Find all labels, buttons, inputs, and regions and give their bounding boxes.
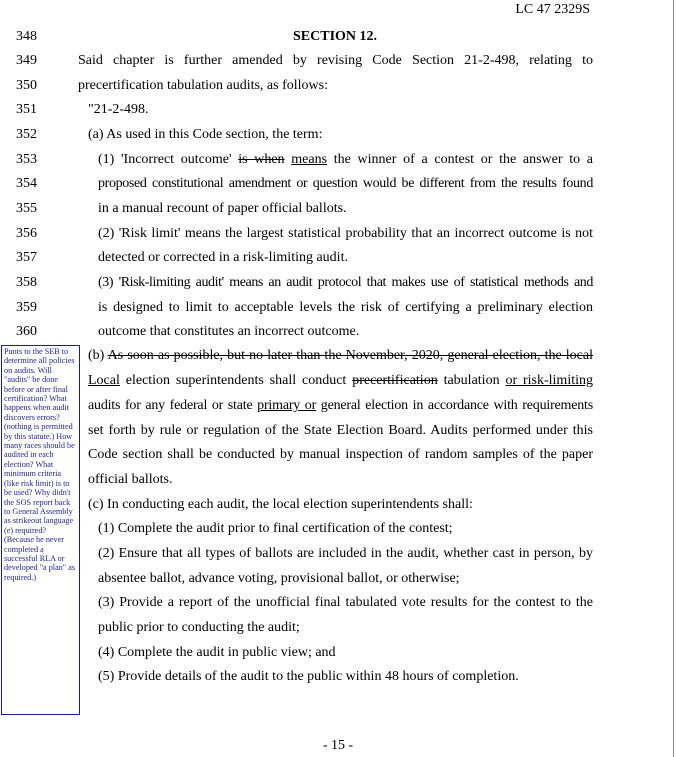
para-c-item-2-cont: absentee ballot, advance voting, provisional ballot, or otherwise; [98,571,460,586]
para-c-item-4: (4) Complete the audit in public view; and [98,645,336,660]
para-b-line-2: Local election superintendents shall conduct precertification tabulation or risk-limiting [88,373,593,388]
para-c-item-1: (1) Complete the audit prior to final certification of the contest; [98,521,453,536]
line-number: 357 [16,250,37,265]
struck-text: is when [238,152,285,167]
section-heading: SECTION 12. [293,29,378,44]
line-number: 354 [16,176,37,191]
line-number: 350 [16,78,37,93]
line-text: "21-2-498. [88,102,149,117]
inserted-text: means [291,152,328,167]
line-text: is designed to limit to acceptable levels the risk of certifying a preliminary election [98,300,593,315]
line-number: 353 [16,152,37,167]
document-id: LC 47 2329S [515,2,590,17]
line-356 [0,226,676,250]
line-number: 349 [16,53,37,68]
review-comment[interactable]: Punts to the SEB to determine all policies on audits. Will "audits" be done before or after final certification? What happens when audit discovers errors? (nothing is permitted by this statute.) How many races should be audited in each election? What minimum criteria (like risk limit) is to be used? Why didn't the SOS report back to General Assembly as strikeout language (e) required? (Because he never completed a successful RLA or developed "a plan" as required.) [1,345,80,715]
para-b-line-4: set forth by rule or regulation of the State Election Board. Audits performed under this [88,423,593,438]
line-text: outcome that constitutes an incorrect outcome. [98,324,360,339]
line-357 [0,250,676,274]
line-number: 352 [16,127,37,142]
inserted-text: or risk-limiting [505,373,593,388]
line-text: (3) 'Risk-limiting audit' means an audit protocol that makes use of statistical methods and [98,275,593,290]
line-359 [0,300,676,324]
struck-text: precertification [352,373,438,388]
inserted-text: primary or [257,398,317,413]
para-b-line-6: official ballots. [88,472,173,487]
struck-text: As soon as possible, but no later than the November, 2020, general election, the local [107,348,593,363]
line-text: detected or corrected in a risk-limiting audit. [98,250,348,265]
para-c-item-2: (2) Ensure that all types of ballots are included in the audit, whether cast in person, by [98,546,593,561]
line-number: 358 [16,275,37,290]
line-number: 348 [16,29,37,44]
line-350 [0,78,676,102]
line-number: 360 [16,324,37,339]
line-358 [0,275,676,299]
line-349 [0,53,676,77]
line-text: in a manual recount of paper official ballots. [98,201,347,216]
line-number: 355 [16,201,37,216]
inserted-text: Local [88,373,120,388]
line-348 [0,29,676,53]
line-360 [0,324,676,348]
line-text: precertification tabulation audits, as follows: [78,78,328,93]
line-number: 356 [16,226,37,241]
para-c-item-3: (3) Provide a report of the unofficial final tabulated vote results for the contest to the [98,595,593,610]
page-number: - 15 - [322,738,354,753]
line-number: 351 [16,102,37,117]
line-text: proposed constitutional amendment or question would be different from the results found [98,176,593,191]
line-351 [0,102,676,126]
line-number: 359 [16,300,37,315]
para-b-line-5: Code section shall be conducted by manual inspection of random samples of the paper [88,447,593,462]
line-354 [0,176,676,200]
line-text: (1) 'Incorrect outcome' is when means the winner of a contest or the answer to a [98,152,594,167]
line-352 [0,127,676,151]
line-text: Said chapter is further amended by revising Code Section 21-2-498, relating to [78,53,593,68]
para-b-line-3: audits for any federal or state primary or general election in accordance with requirements [88,398,593,413]
line-353 [0,152,676,176]
para-c-intro: (c) In conducting each audit, the local election superintendents shall: [88,497,473,512]
para-b-line-1: (b) As soon as possible, but no later than the November, 2020, general election, the local [88,348,593,363]
para-c-item-3-cont: public prior to conducting the audit; [98,620,300,635]
line-text: (2) 'Risk limit' means the largest statistical probability that an incorrect outcome is not [98,226,593,241]
para-c-item-5: (5) Provide details of the audit to the public within 48 hours of completion. [98,669,519,684]
line-355 [0,201,676,225]
line-text: (a) As used in this Code section, the term: [88,127,323,142]
